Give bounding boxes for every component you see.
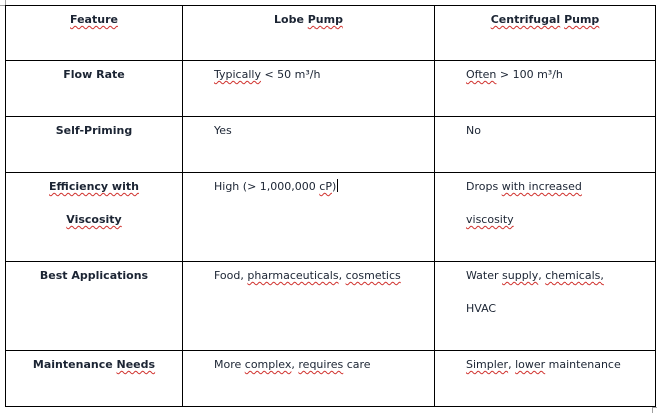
cell-text-misspelled: Simpler [466, 358, 509, 371]
feature-label: Maintenance [32, 358, 117, 371]
header-cell-lobe-pump[interactable] [183, 6, 435, 61]
centrifugal-cell-best-applications[interactable] [435, 262, 656, 351]
feature-label: Best Applications [39, 269, 149, 282]
cell-text-misspelled: with increased [501, 180, 582, 193]
lobe-cell-self-priming[interactable] [183, 117, 435, 173]
cell-text-misspelled: pharmaceuticals [247, 269, 339, 282]
feature-label: Flow Rate [63, 68, 125, 81]
comparison-table [5, 5, 656, 407]
cell-text: Drops [466, 180, 502, 193]
cell-text: , [508, 358, 516, 371]
cell-text-misspelled: cP [319, 180, 332, 193]
feature-cell-efficiency[interactable] [6, 173, 183, 262]
cell-text: care [343, 358, 371, 371]
cell-text-misspelled: viscosity [466, 213, 514, 226]
feature-label: Self-Priming [55, 124, 133, 137]
cell-text-misspelled: chemicals, [545, 269, 604, 282]
cell-text: < 50 m³/h [260, 68, 321, 81]
lobe-cell-maintenance[interactable] [183, 351, 435, 407]
header-centrifugal-pump-text: Pump [564, 13, 600, 26]
feature-cell-best-applications[interactable] [6, 262, 183, 351]
feature-label: Efficiency with [49, 180, 139, 193]
feature-cell-self-priming[interactable] [6, 117, 183, 173]
cell-text: More [214, 358, 245, 371]
cell-text-misspelled: requires [298, 358, 344, 371]
cell-text-misspelled: supply [502, 269, 539, 282]
table-header-row [6, 6, 656, 61]
cell-text: Food, [214, 269, 248, 282]
table-row [6, 173, 656, 262]
table-row [6, 262, 656, 351]
feature-label: Viscosity [66, 213, 122, 226]
cell-text: , [338, 269, 346, 282]
lobe-cell-efficiency[interactable] [183, 173, 435, 262]
cell-text: , [538, 269, 546, 282]
header-cell-centrifugal-pump[interactable] [435, 6, 656, 61]
table-row [6, 351, 656, 407]
feature-label-misspelled: Needs [116, 358, 156, 371]
lobe-cell-flow-rate[interactable] [183, 61, 435, 117]
header-centrifugal-text: Centrifugal [490, 13, 561, 26]
text-cursor [337, 179, 338, 192]
lobe-cell-best-applications[interactable] [183, 262, 435, 351]
header-lobe-text: Lobe [274, 13, 308, 26]
table-resize-handle[interactable] [652, 407, 657, 413]
cell-text: Water [466, 269, 503, 282]
header-feature-text: Feature [70, 13, 118, 26]
cell-text: , [291, 358, 299, 371]
cell-text-misspelled: lower [515, 358, 546, 371]
cell-text: maintenance [545, 358, 621, 371]
cell-text: No [466, 124, 481, 137]
cell-text: ) [331, 180, 337, 193]
cell-text: HVAC [466, 302, 497, 315]
table-row [6, 61, 656, 117]
cell-text: High (> 1,000,000 [214, 180, 320, 193]
header-lobe-text-misspelled: Pump [307, 13, 343, 26]
centrifugal-cell-efficiency[interactable] [435, 173, 656, 262]
feature-cell-maintenance[interactable] [6, 351, 183, 407]
centrifugal-cell-self-priming[interactable] [435, 117, 656, 173]
cell-text-misspelled: Typically [214, 68, 261, 81]
header-cell-feature[interactable] [6, 6, 183, 61]
cell-text-misspelled: Often [466, 68, 497, 81]
cell-text: Yes [214, 124, 232, 137]
feature-cell-flow-rate[interactable] [6, 61, 183, 117]
cell-text-misspelled: cosmetics [345, 269, 401, 282]
cell-text-misspelled: complex [244, 358, 292, 371]
table-row [6, 117, 656, 173]
centrifugal-cell-flow-rate[interactable] [435, 61, 656, 117]
centrifugal-cell-maintenance[interactable] [435, 351, 656, 407]
cell-text: > 100 m³/h [496, 68, 563, 81]
